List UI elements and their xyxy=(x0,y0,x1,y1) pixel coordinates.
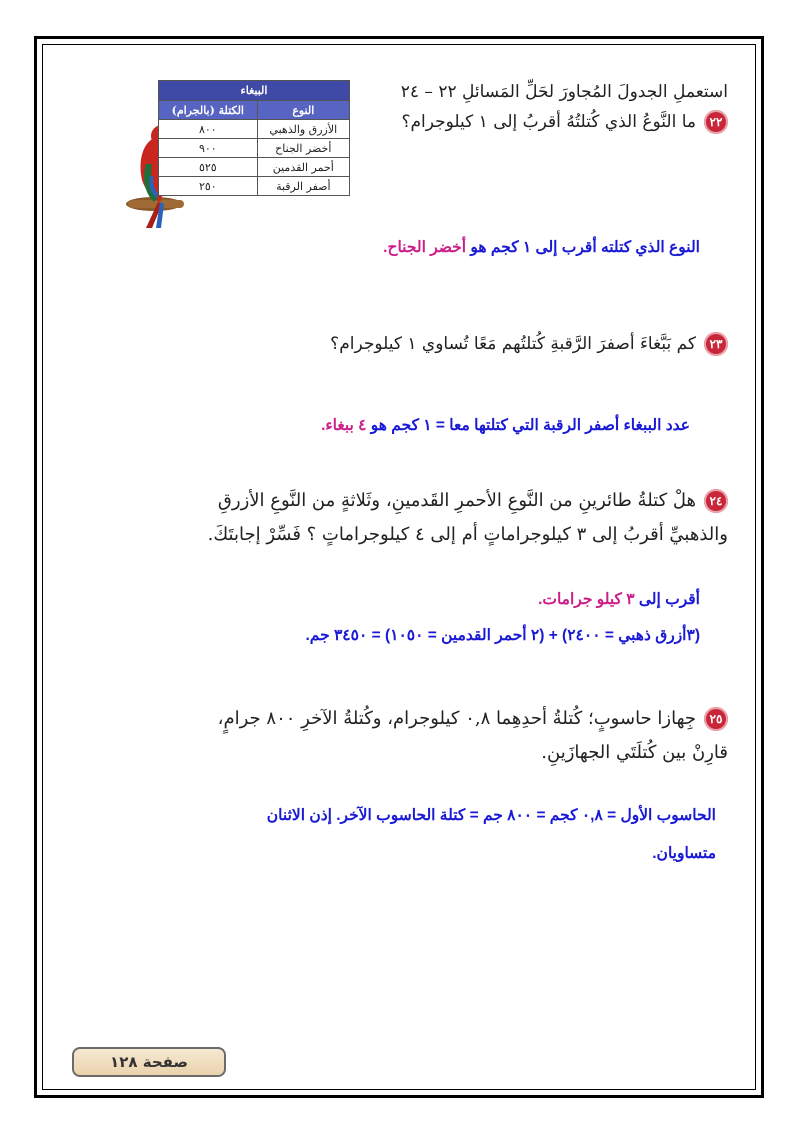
question-text: كم بَبَّغاءَ أصفرَ الرَّقبةِ كُتلتُهم مَعًا تُساوي ١ كيلوجرام؟ xyxy=(330,334,696,354)
table-row xyxy=(159,120,350,139)
question-24 xyxy=(208,484,728,552)
answer-24-line1 xyxy=(538,590,700,609)
table-cell-mass: ٩٠٠ xyxy=(159,139,258,158)
question-text-line1: هلْ كتلةُ طائرينِ من النَّوعِ الأحمرِ القَدمينِ، وثَلاثةٍ من النَّوعِ الأزرقِ xyxy=(217,490,696,511)
table-cell-mass: ٥٢٥ xyxy=(159,158,258,177)
question-25 xyxy=(218,702,728,770)
page-number-tab: صفحة ١٢٨ xyxy=(72,1047,226,1077)
table-title: الببغاء xyxy=(159,81,350,101)
question-text-line2: والذهبيِّ أقربُ إلى ٣ كيلوجراماتٍ أم إلى ٤ كيلوجراماتٍ ؟ فَسِّرْ إجابتَكَ. xyxy=(207,524,728,545)
answer-25-line1: الحاسوب الأول = ٠,٨ كجم = ٨٠٠ جم = كتلة الحاسوب الآخر. إذن الاثنان xyxy=(266,807,716,824)
table-header-type: النوع xyxy=(257,101,349,120)
table-cell-mass: ٢٥٠ xyxy=(159,177,258,196)
answer-highlight: ٣ كيلو جرامات. xyxy=(538,591,635,608)
parrot-mass-table xyxy=(158,80,350,196)
table-cell-type: الأزرق والذهبي xyxy=(257,120,349,139)
question-number-badge: ٢٤ xyxy=(704,489,728,513)
answer-text: عدد الببغاء أصفر الرقبة التي كتلتها معا = ١ كجم هو xyxy=(370,417,690,434)
question-text-line2: قارِنْ بين كُتلَتَي الجهازَينِ. xyxy=(541,742,728,763)
table-row xyxy=(159,177,350,196)
answer-24-line2: (٣أزرق ذهبي = ٢٤٠٠) + (٢ أحمر القدمين = ١٠٥٠) = ٣٤٥٠ جم. xyxy=(305,627,700,644)
question-text: ما النَّوعُ الذي كُتلتُهُ أقربُ إلى ١ كيلوجرام؟ xyxy=(401,112,696,132)
table-cell-type: أحمر القدمين xyxy=(257,158,349,177)
question-number-badge: ٢٢ xyxy=(704,110,728,134)
table-cell-mass: ٨٠٠ xyxy=(159,120,258,139)
table-header-mass: الكتلة (بالجرام) xyxy=(159,101,258,120)
table-cell-type: أصفر الرقبة xyxy=(257,177,349,196)
question-22 xyxy=(401,110,728,134)
answer-text: أقرب إلى xyxy=(638,591,700,608)
answer-text: النوع الذي كتلته أقرب إلى ١ كجم هو xyxy=(470,239,700,256)
answer-highlight: ٤ ببغاء. xyxy=(321,417,367,434)
question-number-badge: ٢٥ xyxy=(704,707,728,731)
question-text-line1: جِهازا حاسوبٍ؛ كُتلةُ أحدِهِما ٠,٨ كيلوجرام، وكُتلةُ الآخرِ ٨٠٠ جرامٍ، xyxy=(217,708,696,729)
answer-highlight: أخضر الجناح. xyxy=(383,239,467,256)
table-row xyxy=(159,139,350,158)
question-number-badge: ٢٣ xyxy=(704,332,728,356)
question-23 xyxy=(330,332,728,356)
answer-23 xyxy=(321,416,690,435)
table-cell-type: أخضر الجناح xyxy=(257,139,349,158)
answer-25-line2: متساويان. xyxy=(652,845,716,862)
table-row xyxy=(159,158,350,177)
intro-instruction: استعملِ الجدولَ المُجاورَ لحَلِّ المَسائلِ ٢٢ – ٢٤ xyxy=(400,82,728,102)
answer-22 xyxy=(383,238,700,257)
